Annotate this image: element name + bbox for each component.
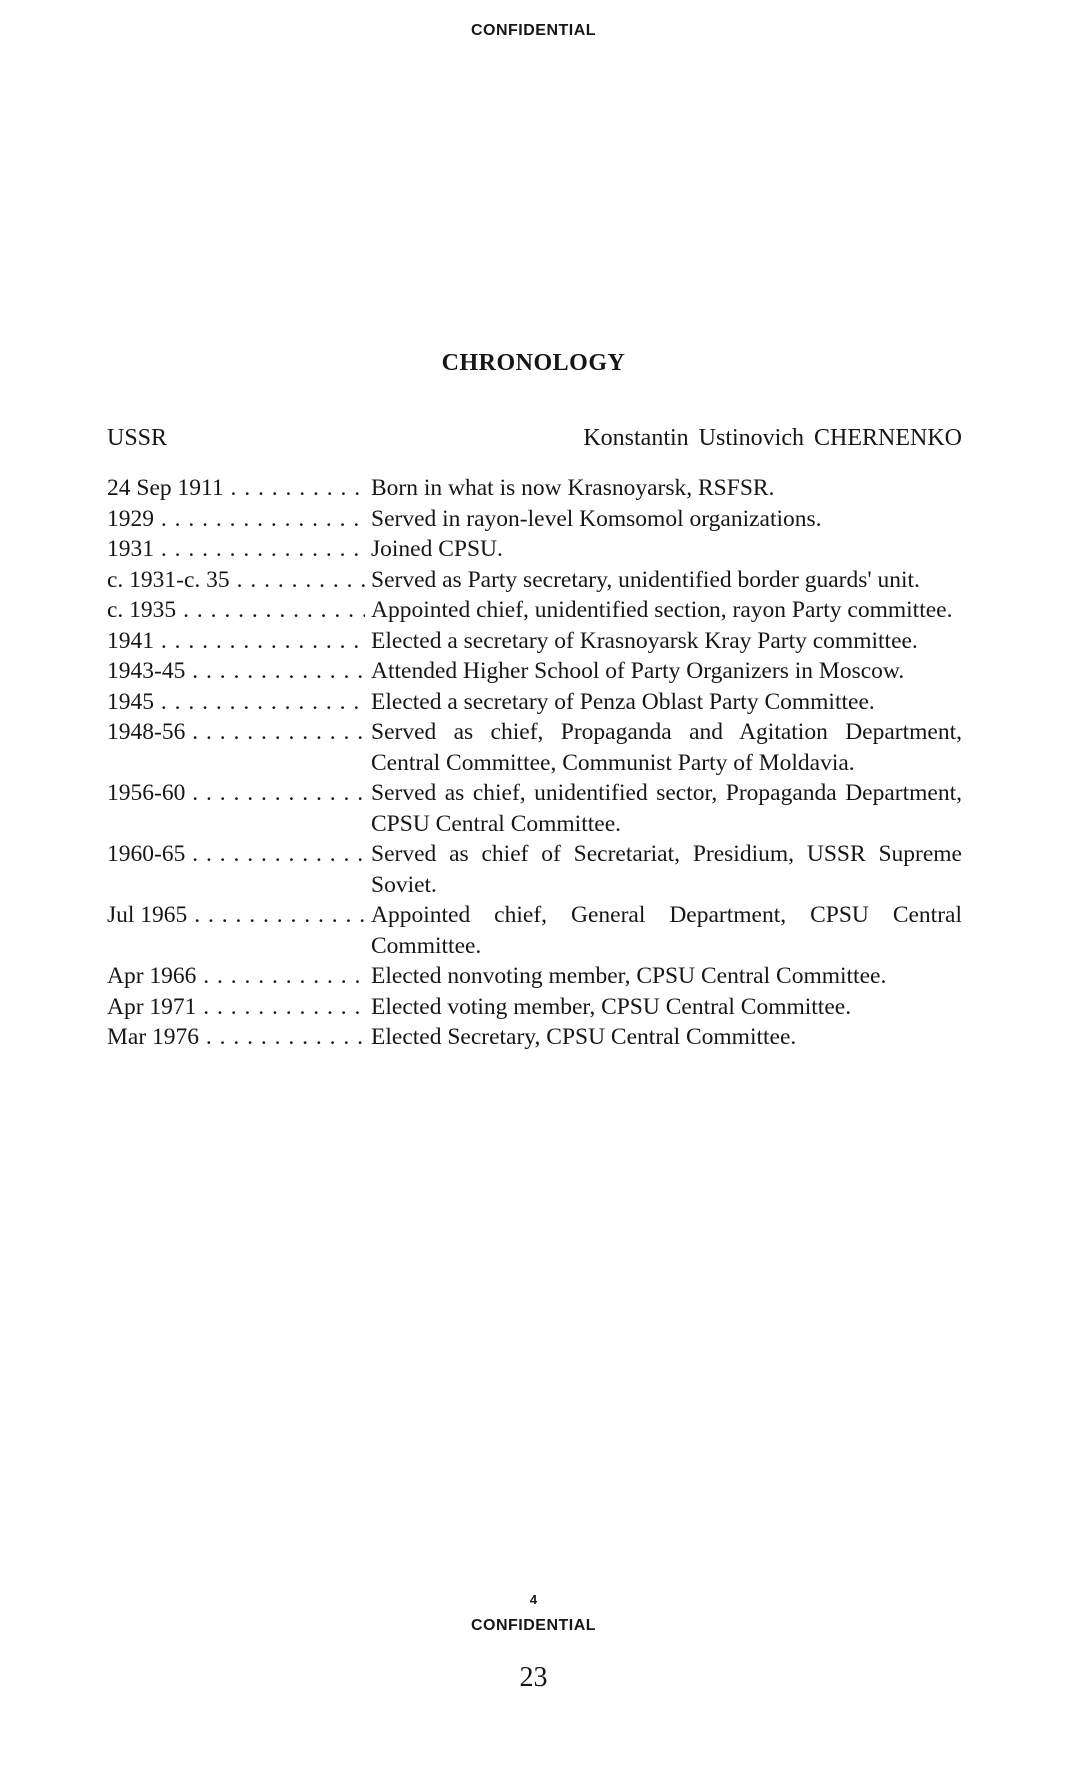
- entry-text: Served as chief, unidentified sector, Propaganda Department, CPSU Central Committee.: [371, 780, 962, 837]
- chronology-entry: [107, 656, 962, 687]
- entry-text: Appointed chief, General Department, CPSU Central Committee.: [371, 902, 962, 959]
- entry-text: Attended Higher School of Party Organizers in Moscow.: [371, 658, 905, 684]
- chronology-entry: [107, 534, 962, 565]
- chronology-entry: [107, 1022, 962, 1053]
- entry-date: Apr 1971 . . .: [107, 992, 365, 1023]
- entry-text: Served as Party secretary, unidentified border guards' unit.: [371, 566, 920, 593]
- entry-text: Elected nonvoting member, CPSU Central Committee.: [371, 963, 887, 989]
- entry-date: 1931 . . .: [107, 534, 365, 565]
- entry-text: Joined CPSU.: [371, 536, 503, 562]
- chronology-entry: [107, 626, 962, 657]
- chronology-entry: [107, 473, 962, 504]
- folio-number: 23: [519, 1662, 548, 1693]
- entry-date: 1960-65 . . .: [107, 839, 365, 900]
- entry-text: Served as chief of Secretariat, Presidium, USSR Supreme Soviet.: [371, 841, 962, 898]
- chronology-entry: [107, 778, 962, 839]
- entry-date: c. 1935 . . .: [107, 595, 365, 626]
- entry-text: Elected a secretary of Penza Oblast Party Committee.: [371, 688, 875, 715]
- entry-date: c. 1931-c. 35 . . .: [107, 565, 365, 596]
- entry-date: Jul 1965 . . .: [107, 900, 365, 961]
- entry-text: Elected a secretary of Krasnoyarsk Kray Party committee.: [371, 627, 918, 654]
- chronology-entry: [107, 900, 962, 961]
- country-label: USSR: [107, 425, 168, 451]
- chronology-list: [107, 473, 962, 1053]
- chronology-entry: [107, 687, 962, 718]
- subject-name: Konstantin Ustinovich CHERNENKO: [583, 425, 962, 451]
- entry-date: Apr 1966 . . .: [107, 961, 365, 992]
- chronology-entry: [107, 839, 962, 900]
- entry-text: Served as chief, Propaganda and Agitation Department, Central Committee, Communist Party of Moldavia.: [371, 719, 962, 776]
- entry-date: 24 Sep 1911 . . .: [107, 473, 365, 504]
- chronology-entry: [107, 595, 962, 626]
- entry-date: 1945 . . .: [107, 687, 365, 718]
- chronology-entry: [107, 961, 962, 992]
- entry-date: 1956-60 . . .: [107, 778, 365, 839]
- classification-footer: CONFIDENTIAL: [470, 1617, 597, 1634]
- classification-header: CONFIDENTIAL: [470, 22, 597, 39]
- page-number: 4: [529, 1592, 538, 1607]
- entry-text: Appointed chief, unidentified section, rayon Party committee.: [371, 597, 953, 623]
- entry-text: Served in rayon-level Komsomol organizations.: [371, 505, 822, 532]
- entry-date: 1941 . . .: [107, 626, 365, 657]
- chronology-entry: [107, 717, 962, 778]
- entry-text: Elected voting member, CPSU Central Committee.: [371, 993, 852, 1020]
- chronology-entry: [107, 992, 962, 1023]
- subject-row: [107, 425, 962, 455]
- entry-date: Mar 1976 . . .: [107, 1022, 365, 1053]
- chronology-entry: [107, 565, 962, 596]
- entry-date: 1943-45 . . .: [107, 656, 365, 687]
- page-title: CHRONOLOGY: [441, 350, 626, 376]
- chronology-entry: [107, 504, 962, 535]
- entry-date: 1948-56 . . .: [107, 717, 365, 778]
- entry-text: Born in what is now Krasnoyarsk, RSFSR.: [371, 475, 775, 501]
- entry-date: 1929 . . .: [107, 504, 365, 535]
- entry-text: Elected Secretary, CPSU Central Committee.: [371, 1024, 797, 1050]
